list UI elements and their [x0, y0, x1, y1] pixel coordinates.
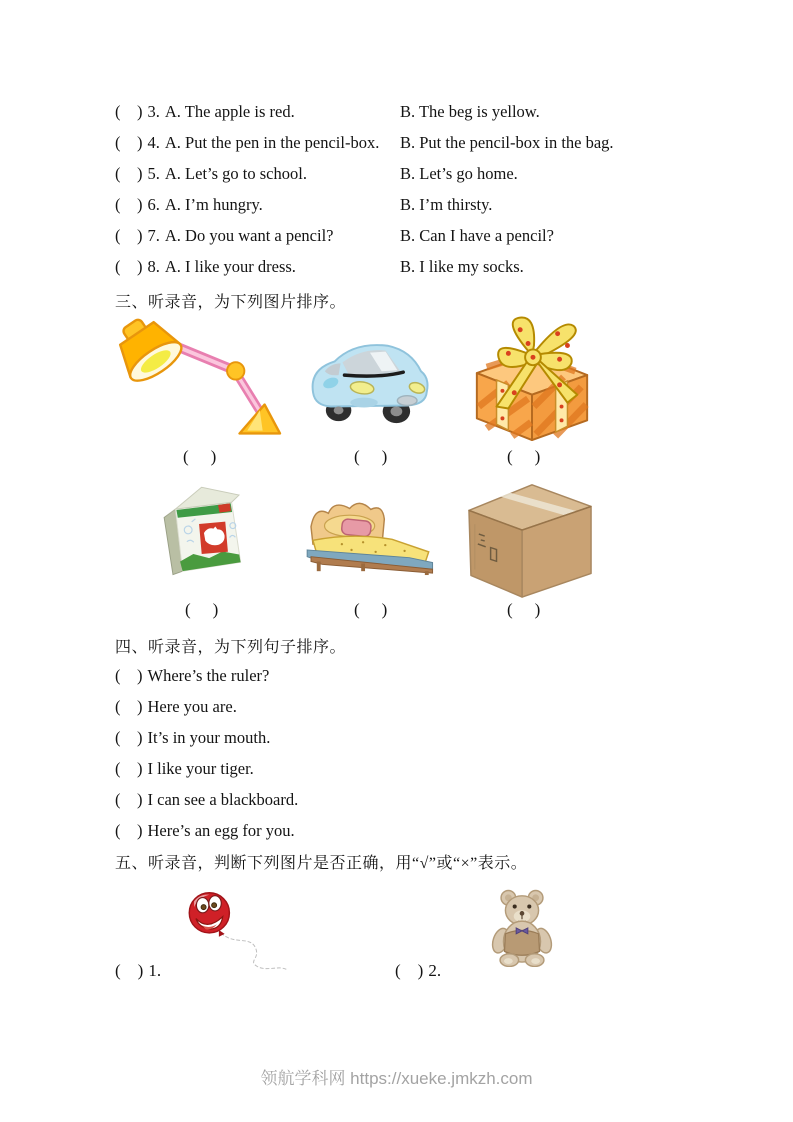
sentence-text: Where’s the ruler? — [147, 666, 270, 685]
answer-blank: ( ) — [115, 195, 143, 214]
car-illustration — [301, 332, 434, 430]
balloon-illustration — [178, 888, 298, 974]
option-a-text: A. The apple is red. — [164, 102, 295, 121]
choice-row — [115, 195, 614, 226]
sentence-text: It’s in your mouth. — [147, 728, 271, 747]
answer-blank: ( ) — [115, 666, 143, 685]
answer-blank: ( ) — [115, 790, 143, 809]
option-b-text: B. I’m thirsty. — [400, 195, 493, 214]
choice-pairs-list — [115, 102, 614, 288]
item-number: 6. — [147, 195, 160, 214]
option-a-text: A. Put the pen in the pencil-box. — [164, 133, 380, 152]
teddy-bear-illustration — [484, 887, 560, 967]
item-number: 7. — [147, 226, 160, 245]
judge-item-1 — [115, 961, 161, 981]
sentence-text: Here’s an egg for you. — [147, 821, 295, 840]
gift-box-image — [457, 312, 607, 442]
cardboard-box-illustration — [461, 473, 599, 601]
sentence-text: I like your tiger. — [147, 759, 254, 778]
answer-blank: ( ) — [395, 961, 424, 980]
option-b-text: B. The beg is yellow. — [400, 102, 540, 121]
teddy-bear-image — [484, 887, 560, 967]
answer-blank: ( ) — [115, 759, 143, 778]
answer-blank: ( ) — [183, 447, 218, 466]
sentence-row — [115, 697, 298, 728]
answer-blank: ( ) — [115, 961, 144, 980]
desk-lamp-illustration — [107, 316, 297, 446]
item-number: 1. — [148, 961, 162, 980]
item-number: 5. — [147, 164, 160, 183]
sentence-row — [115, 759, 298, 790]
answer-blank: ( ) — [507, 447, 542, 466]
item-number: 3. — [147, 102, 160, 121]
option-a-text: A. Let’s go to school. — [164, 164, 307, 183]
option-a-text: A. I’m hungry. — [164, 195, 263, 214]
balloon-image — [178, 888, 298, 974]
answer-blank: ( ) — [115, 102, 143, 121]
sentence-row — [115, 790, 298, 821]
option-b-text: B. Put the pencil-box in the bag. — [400, 133, 614, 152]
answer-blank: ( ) — [115, 821, 143, 840]
milk-carton-illustration — [153, 478, 265, 576]
bed-illustration — [292, 494, 440, 576]
section5-title: 五、听录音，判断下列图片是否正确，用“√”或“×”表示。 — [115, 855, 528, 872]
item-number: 2. — [428, 961, 442, 980]
gift-box-illustration — [457, 312, 607, 442]
answer-blank: ( ) — [115, 728, 143, 747]
option-b-text: B. I like my socks. — [400, 257, 524, 276]
choice-row — [115, 102, 614, 133]
answer-blank: ( ) — [115, 697, 143, 716]
desk-lamp-image — [107, 316, 297, 446]
choice-row — [115, 257, 614, 288]
sentence-text: I can see a blackboard. — [147, 790, 299, 809]
item-number: 4. — [147, 133, 160, 152]
choice-row — [115, 226, 614, 257]
choice-row — [115, 164, 614, 195]
car-image — [301, 332, 434, 430]
answer-blank: ( ) — [185, 600, 220, 619]
site-watermark: 领航学科网 https://xueke.jmkzh.com — [260, 1069, 533, 1088]
answer-blank: ( ) — [354, 447, 389, 466]
choice-row — [115, 133, 614, 164]
answer-blank: ( ) — [354, 600, 389, 619]
cardboard-box-image — [461, 473, 599, 601]
answer-blank: ( ) — [115, 226, 143, 245]
answer-blank: ( ) — [115, 257, 143, 276]
option-b-text: B. Let’s go home. — [400, 164, 518, 183]
sentence-text: Here you are. — [147, 697, 237, 716]
milk-carton-image — [153, 478, 265, 576]
sentence-list — [115, 666, 298, 852]
option-a-text: A. Do you want a pencil? — [164, 226, 334, 245]
section4-title: 四、听录音，为下列句子排序。 — [115, 639, 347, 656]
option-b-text: B. Can I have a pencil? — [400, 226, 554, 245]
item-number: 8. — [147, 257, 160, 276]
answer-blank: ( ) — [507, 600, 542, 619]
sentence-row — [115, 728, 298, 759]
sentence-row — [115, 821, 298, 852]
answer-blank: ( ) — [115, 164, 143, 183]
sentence-row — [115, 666, 298, 697]
judge-item-2 — [395, 961, 441, 981]
answer-blank: ( ) — [115, 133, 143, 152]
bed-image — [292, 494, 440, 576]
option-a-text: A. I like your dress. — [164, 257, 296, 276]
section3-title: 三、听录音，为下列图片排序。 — [115, 294, 347, 311]
